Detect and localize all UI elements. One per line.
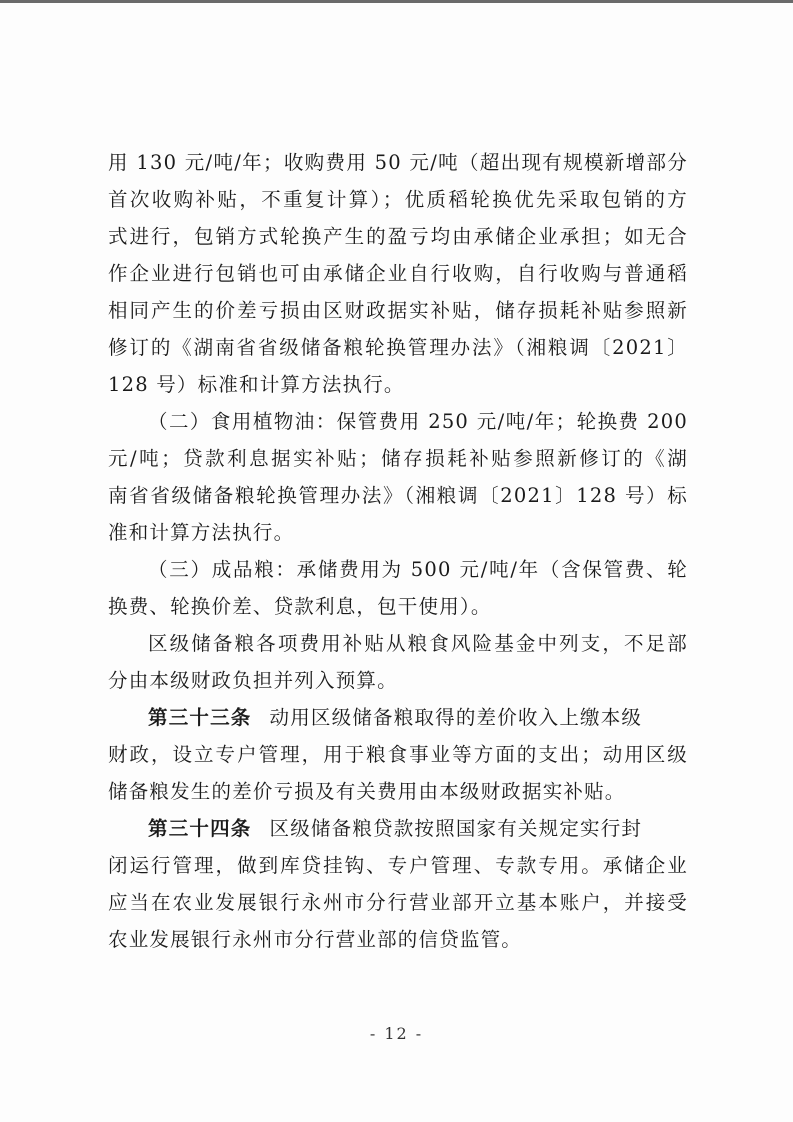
paragraph-storage-fees bbox=[108, 144, 688, 403]
text-line: 南省省级储备粮轮换管理办法》（湘粮调〔2021〕128 号）标 bbox=[108, 484, 688, 507]
text-line: 式进行，包销方式轮换产生的盈亏均由承储企业承担；如无合 bbox=[108, 225, 688, 248]
text-line: 储备粮发生的差价亏损及有关费用由本级财政据实补贴。 bbox=[108, 780, 626, 803]
text-line: 财政，设立专户管理，用于粮食事业等方面的支出；动用区级 bbox=[108, 743, 688, 766]
paragraph-subsidy-source bbox=[108, 625, 688, 699]
text-line: 修订的《湖南省省级储备粮轮换管理办法》（湘粮调〔2021〕 bbox=[108, 336, 688, 359]
article-34-first-line bbox=[108, 810, 688, 847]
article-33-first-line bbox=[108, 699, 688, 736]
article-33-text: 动用区级储备粮取得的差价收入上缴本级 bbox=[269, 706, 643, 729]
text-line: 农业发展银行永州市分行营业部的信贷监管。 bbox=[108, 928, 523, 951]
text-line: 分由本级财政负担并列入预算。 bbox=[108, 669, 398, 692]
text-line: 元/吨；贷款利息据实补贴；储存损耗补贴参照新修订的《湖 bbox=[108, 447, 688, 470]
article-34 bbox=[108, 810, 688, 958]
page-number: - 12 - bbox=[369, 1024, 424, 1043]
article-34-text: 区级储备粮贷款按照国家有关规定实行封 bbox=[269, 817, 643, 840]
text-line: 首次收购补贴，不重复计算）；优质稻轮换优先采取包销的方 bbox=[108, 188, 688, 211]
document-body bbox=[108, 144, 688, 958]
text-line: （三）成品粮：承储费用为 500 元/吨/年（含保管费、轮 bbox=[148, 558, 688, 581]
text-line: 准和计算方法执行。 bbox=[108, 521, 295, 544]
text-line: 作企业进行包销也可由承储企业自行收购，自行收购与普通稻 bbox=[108, 262, 688, 285]
text-line: 区级储备粮各项费用补贴从粮食风险基金中列支，不足部 bbox=[148, 632, 688, 655]
paragraph-edible-oil bbox=[108, 403, 688, 551]
text-line: 应当在农业发展银行永州市分行营业部开立基本账户，并接受 bbox=[108, 891, 688, 914]
text-line: 用 130 元/吨/年；收购费用 50 元/吨（超出现有规模新增部分 bbox=[108, 151, 688, 174]
text-line: 相同产生的价差亏损由区财政据实补贴，储存损耗补贴参照新 bbox=[108, 299, 688, 322]
text-line: （二）食用植物油：保管费用 250 元/吨/年；轮换费 200 bbox=[148, 410, 688, 433]
article-34-heading: 第三十四条 bbox=[148, 817, 252, 840]
text-line: 闭运行管理，做到库贷挂钩、专户管理、专款专用。承储企业 bbox=[108, 854, 688, 877]
scan-top-edge bbox=[0, 0, 793, 3]
article-33 bbox=[108, 699, 688, 810]
article-33-heading: 第三十三条 bbox=[148, 706, 252, 729]
text-line: 128 号）标准和计算方法执行。 bbox=[108, 373, 405, 396]
text-line: 换费、轮换价差、贷款利息，包干使用）。 bbox=[108, 595, 492, 618]
paragraph-finished-grain bbox=[108, 551, 688, 625]
